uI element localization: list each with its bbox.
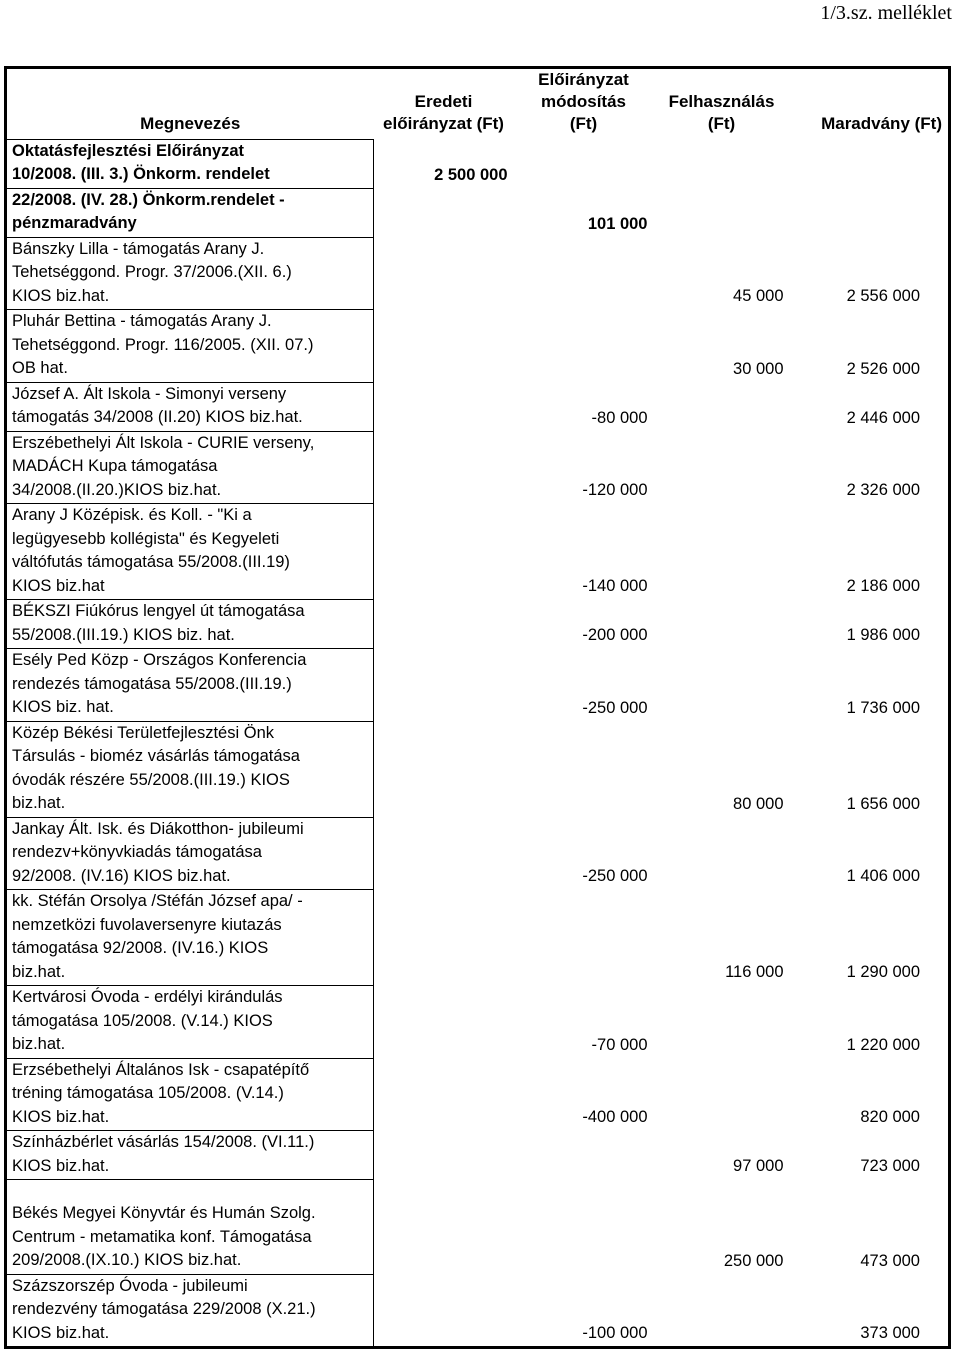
row-remaining: 723 000	[790, 1131, 950, 1180]
row-name: 22/2008. (IV. 28.) Önkorm.rendelet - pénzmaradvány	[6, 188, 374, 237]
row-original	[374, 1180, 514, 1275]
row-original	[374, 721, 514, 817]
row-name: Esély Ped Közp - Országos Konferencia rendezés támogatása 55/2008.(III.19.) KIOS biz. hat.	[6, 649, 374, 722]
row-usage	[654, 431, 790, 504]
table-row	[6, 721, 950, 817]
row-usage: 116 000	[725, 963, 784, 981]
row-remaining: 1 406 000	[790, 817, 950, 890]
row-remaining: 1 290 000	[790, 890, 950, 986]
header-original: Eredeti előirányzat (Ft)	[374, 68, 514, 140]
row-name: Erzsébethelyi Általános Isk - csapatépítő tréning támogatása 105/2008. (V.14.) KIOS biz.hat.	[6, 1058, 374, 1131]
row-original	[374, 431, 514, 504]
row-usage: 30 000	[733, 359, 784, 378]
table-row	[6, 986, 950, 1059]
row-name: Jankay Ált. Isk. és Diákotthon- jubileumi rendezv+könyvkiadás támogatása 92/2008. (IV.16) KIOS biz.hat.	[6, 817, 374, 890]
row-remaining: 2 186 000	[790, 504, 950, 600]
row-original	[374, 188, 514, 237]
row-usage	[654, 1058, 790, 1131]
row-original	[374, 890, 514, 986]
table-row	[6, 1058, 950, 1131]
row-remaining: 1 220 000	[790, 986, 950, 1059]
table-row	[6, 890, 950, 986]
row-usage: 45 000	[733, 287, 784, 305]
row-original	[374, 237, 514, 310]
row-remaining: 1 736 000	[790, 649, 950, 722]
row-usage	[654, 649, 790, 722]
table-row	[6, 817, 950, 890]
row-usage: 80 000	[733, 794, 784, 813]
row-modified: 101 000	[587, 214, 648, 233]
row-usage	[654, 600, 790, 649]
row-remaining	[790, 188, 950, 237]
row-remaining: 2 556 000	[790, 237, 950, 310]
row-usage	[654, 504, 790, 600]
row-usage	[654, 188, 790, 237]
row-modified: -400 000	[582, 1108, 648, 1126]
table-row	[6, 139, 950, 188]
table-row	[6, 1131, 950, 1180]
row-name: BÉKSZI Fiúkórus lengyel út támogatása 55/2008.(III.19.) KIOS biz. hat.	[6, 600, 374, 649]
row-usage	[654, 1274, 790, 1348]
row-original	[374, 382, 514, 431]
row-modified: -100 000	[514, 1274, 654, 1348]
row-original	[374, 817, 514, 890]
row-modified: -140 000	[582, 577, 648, 595]
row-modified	[514, 237, 654, 310]
row-name: Oktatásfejlesztési Előirányzat 10/2008. (III. 3.) Önkorm. rendelet	[6, 139, 374, 188]
row-modified: -250 000	[582, 698, 648, 717]
annex-label: 1/3.sz. melléklet	[820, 2, 952, 24]
row-remaining: 2 526 000	[790, 310, 950, 383]
row-name: Színházbérlet vásárlás 154/2008. (VI.11.) KIOS biz.hat.	[6, 1131, 374, 1180]
row-modified: -70 000	[591, 1035, 648, 1054]
table-row	[6, 237, 950, 310]
row-modified	[514, 721, 654, 817]
table-row	[6, 1180, 950, 1275]
row-original	[374, 310, 514, 383]
row-name: Bánszky Lilla - támogatás Arany J. Tehetséggond. Progr. 37/2006.(XII. 6.) KIOS biz.hat.	[6, 237, 374, 310]
header-modified: Előirányzat módosítás (Ft)	[514, 68, 654, 140]
table-row	[6, 310, 950, 383]
table-row	[6, 431, 950, 504]
row-modified: -200 000	[582, 626, 648, 644]
table-row	[6, 600, 950, 649]
row-name: kk. Stéfán Orsolya /Stéfán József apa/ - nemzetközi fuvolaversenyre kiutazás támogatása 92/2008. (IV.16.) KIOS biz.hat.	[6, 890, 374, 986]
row-name: József A. Ált Iskola - Simonyi verseny támogatás 34/2008 (II.20) KIOS biz.hat.	[6, 382, 374, 431]
row-original: 2 500 000	[434, 165, 508, 184]
row-remaining: 473 000	[790, 1180, 950, 1275]
row-usage	[654, 139, 790, 188]
row-original	[374, 986, 514, 1059]
row-name: Százszorszép Óvoda - jubileumi rendezvény támogatása 229/2008 (X.21.) KIOS biz.hat.	[6, 1274, 374, 1348]
row-name: Pluhár Bettina - támogatás Arany J. Tehetséggond. Progr. 116/2005. (XII. 07.) OB hat.	[6, 310, 374, 383]
row-modified: -250 000	[582, 867, 648, 885]
table-row	[6, 188, 950, 237]
row-remaining: 373 000	[790, 1274, 950, 1348]
row-modified	[514, 1180, 654, 1275]
row-original	[374, 504, 514, 600]
row-original	[374, 1131, 514, 1180]
row-original	[374, 1058, 514, 1131]
row-remaining: 2 446 000	[790, 382, 950, 431]
row-modified: -120 000	[582, 481, 648, 499]
row-name: Erszébethelyi Ált Iskola - CURIE verseny, MADÁCH Kupa támogatása 34/2008.(II.20.)KIOS biz.hat.	[6, 431, 374, 504]
budget-table	[4, 66, 951, 1349]
row-modified: -80 000	[591, 408, 648, 427]
header-row	[6, 68, 950, 140]
row-name: Közép Békési Területfejlesztési Önk Társulás - bioméz vásárlás támogatása óvodák részére 55/2008.(III.19.) KIOS biz.hat.	[6, 721, 374, 817]
table-row	[6, 382, 950, 431]
row-remaining: 820 000	[790, 1058, 950, 1131]
row-modified	[514, 139, 654, 188]
row-name: Arany J Középisk. és Koll. - "Ki a legügyesebb kollégista" és Kegyeleti váltófutás támogatása 55/2008.(III.19) KIOS biz.hat	[6, 504, 374, 600]
table-row	[6, 504, 950, 600]
row-usage: 97 000	[733, 1157, 784, 1175]
row-name: Kertvárosi Óvoda - erdélyi kirándulás támogatása 105/2008. (V.14.) KIOS biz.hat.	[6, 986, 374, 1059]
table-row	[6, 649, 950, 722]
table-row	[6, 1274, 950, 1348]
row-original	[374, 600, 514, 649]
row-remaining: 2 326 000	[790, 431, 950, 504]
row-usage: 250 000	[723, 1251, 784, 1270]
row-original	[374, 649, 514, 722]
row-usage	[654, 382, 790, 431]
row-remaining: 1 656 000	[790, 721, 950, 817]
row-remaining	[790, 139, 950, 188]
row-remaining: 1 986 000	[790, 600, 950, 649]
row-usage	[654, 817, 790, 890]
row-original	[374, 1274, 514, 1348]
row-modified	[514, 890, 654, 986]
header-usage: Felhasználás (Ft)	[654, 68, 790, 140]
row-modified	[514, 1131, 654, 1180]
row-modified	[514, 310, 654, 383]
header-remaining: Maradvány (Ft)	[790, 68, 950, 140]
row-usage	[654, 986, 790, 1059]
header-name: Megnevezés	[6, 68, 374, 140]
row-name: Békés Megyei Könyvtár és Humán Szolg. Centrum - metamatika konf. Támogatása 209/2008.(IX.10.) KIOS biz.hat.	[6, 1180, 374, 1275]
